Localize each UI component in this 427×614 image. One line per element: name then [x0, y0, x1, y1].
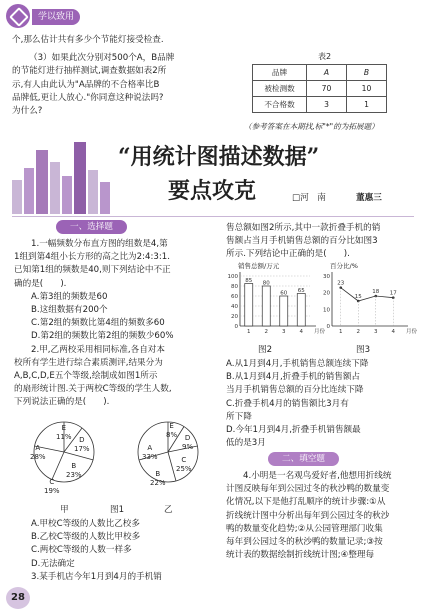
- question-line: 2.甲,乙两校采用相同标准,各自对本: [31, 344, 165, 355]
- pie-a-label-D: D 17%: [74, 436, 90, 453]
- question-line: 化情况,以下是他打乱顺序的统计步骤:①从: [226, 497, 386, 508]
- banner-subtitle: 要点攻克: [168, 178, 257, 204]
- pie-a-label-B: B 23%: [66, 462, 82, 479]
- table-cell: 被检测数: [253, 81, 307, 97]
- fig2-ylabel: 销售总额/万元: [238, 262, 280, 270]
- right-column: [226, 222, 416, 262]
- top-paragraph: [12, 34, 252, 118]
- data-label: 15: [354, 294, 362, 300]
- pie-value: 25%: [176, 465, 192, 473]
- question-line: 计图反映每年到公园过冬的秋沙鸭的数量变: [226, 484, 390, 495]
- y-tick-label: 20: [231, 314, 238, 320]
- pie-a-label-E: E 11%: [56, 424, 72, 441]
- option-line: 当月手机销售总额的百分比连续下降: [226, 385, 364, 396]
- table-cell: B: [347, 65, 387, 81]
- section-title: 一、选择题: [56, 220, 127, 234]
- left-column: [14, 238, 220, 410]
- option-line: A.从1月到4月,手机销售总额连续下降: [226, 359, 369, 369]
- x-axis-label: 月份: [314, 329, 326, 335]
- bar: [297, 294, 305, 327]
- data-label: 60: [280, 290, 288, 297]
- question-line: 4.小明是一名观鸟爱好者,他想用折线统: [243, 471, 392, 481]
- table-cell: A: [307, 65, 347, 81]
- table-row: [253, 65, 387, 81]
- question-line: 已知第1组的频数是40,则下列结论中不正: [14, 265, 171, 276]
- question-line: 3.某手机店今年1月到4月的手机销: [31, 571, 162, 582]
- question-line: 售总额如图2所示,其中一款折叠手机的销: [226, 223, 381, 233]
- option-line: B.从1月到4月,折叠手机的销售额占: [226, 372, 361, 383]
- x-axis-label: 月份: [406, 329, 418, 335]
- question-line: 校所有学生进行综合素质测评,结果分为: [14, 357, 163, 368]
- pie-b-label-C: C 25%: [176, 456, 192, 473]
- pie-b-label-B: B 22%: [150, 470, 166, 487]
- option-line: C.第2组的频数比第4组的频数多60: [31, 318, 165, 329]
- table-cell: 品牌: [253, 65, 307, 81]
- question-line: 1组到第4组小长方形的高之比为2:4:3:1.: [14, 252, 170, 263]
- data-label: 23: [337, 280, 345, 287]
- question-line: A,B,C,D,E五个等级,绘制成如图1所示: [14, 371, 158, 382]
- data-label: 17: [389, 290, 397, 297]
- fig1-label-b: 乙: [164, 505, 173, 515]
- option-line: D.第2组的频数比第2组的频数少60%: [31, 331, 174, 342]
- fig3-ylabel: 百分比/%: [330, 262, 358, 270]
- y-tick-label: 20: [323, 290, 330, 297]
- y-tick-label: 60: [231, 294, 238, 300]
- bar-decoration-icon: [12, 142, 117, 214]
- question-line: 1.一幅频数分布直方图的组数是4,第: [31, 239, 168, 249]
- author-place: □河 南: [292, 193, 326, 203]
- text-line: 个,那么估计共有多少个节能灯接受检查.: [12, 35, 164, 45]
- pie-a-label-C: C 19%: [44, 478, 60, 495]
- pie-value: 19%: [44, 487, 60, 495]
- pie-value: 8%: [166, 431, 178, 439]
- data-label: 65: [297, 288, 305, 294]
- pie-value: 33%: [142, 453, 158, 461]
- figure-3-line-chart: [318, 264, 418, 340]
- option-line: A.第3组的频数是60: [31, 291, 108, 302]
- pie-value: 11%: [56, 433, 72, 441]
- question-line: 鸭的数量变化趋势;②从公园管理部门收集: [226, 523, 383, 534]
- banner-bars-decoration: [12, 142, 117, 214]
- bar: [245, 284, 253, 327]
- x-tick-label: 4: [391, 329, 395, 335]
- text-line: 的节能灯进行抽样测试,调查数据如表2所: [12, 66, 167, 77]
- y-tick-label: 40: [231, 304, 238, 310]
- text-line: 品牌低,更让人放心."你同意这种说法吗?: [12, 92, 164, 103]
- banner-title: “用统计图描述数据”: [118, 144, 320, 170]
- question-line: 下列说法正确的是( ).: [14, 397, 110, 408]
- data-label: 80: [262, 280, 270, 287]
- bar: [280, 296, 288, 326]
- question-line: 统计表的数据绘制折线统计图;④整理每: [226, 550, 375, 561]
- fig2-caption: 图2: [258, 345, 273, 355]
- option-line: C.两校C等级的人数一样多: [31, 545, 132, 556]
- right-column-q4: [226, 470, 416, 562]
- pie-value: 17%: [74, 445, 90, 453]
- option-line: B.乙校C等级的人数比甲校多: [31, 532, 141, 543]
- question-line: 确的是( ).: [14, 278, 67, 289]
- option-line: D.今年1月到4月,折叠手机销售额最: [226, 425, 361, 436]
- header-logo-icon: [6, 4, 30, 28]
- data-label: 85: [245, 278, 253, 284]
- y-tick-label: 80: [231, 284, 238, 290]
- table-cell: 10: [347, 81, 387, 97]
- x-tick-label: 4: [299, 329, 303, 335]
- y-tick-label: 0: [234, 324, 238, 330]
- data-label: 18: [372, 289, 380, 295]
- question-line: 售额占当月手机销售总额的百分比如图3: [226, 236, 378, 247]
- table-cell: 1: [347, 97, 387, 113]
- section-title: 二、填空题: [268, 452, 339, 466]
- header-tag: 学以致用: [32, 9, 80, 25]
- answer-note: （参考答案在本期找,标"*"的为拓展题）: [244, 122, 379, 131]
- table-cell: 70: [307, 81, 347, 97]
- question-line: 每年到公园过冬的秋沙鸭的数量记录;③按: [226, 537, 383, 548]
- pie-a-label-A: A 28%: [30, 444, 46, 461]
- text-line: 示,有人由此认为"A品牌的不合格率比B: [12, 79, 160, 90]
- pie-value: 28%: [30, 453, 46, 461]
- table-row: [253, 81, 387, 97]
- x-tick-label: 2: [356, 329, 360, 335]
- question-line: 折线统计图中分析出每年到公园过冬的秋沙: [226, 510, 390, 521]
- option-line: B.这组数据有200个: [31, 305, 108, 316]
- option-line: 低的是3月: [226, 438, 266, 449]
- text-line: 为什么?: [12, 106, 43, 117]
- table-2: [252, 64, 387, 113]
- table-cell: 3: [307, 97, 347, 113]
- question-line: 所示.下列结论中正确的是( ).: [226, 249, 350, 260]
- x-tick-label: 1: [247, 329, 251, 335]
- x-tick-label: 2: [264, 329, 268, 335]
- pie-value: 23%: [66, 471, 82, 479]
- bar: [262, 286, 270, 326]
- y-tick-label: 100: [227, 274, 238, 280]
- table-row: [253, 97, 387, 113]
- pie-value: 22%: [150, 479, 166, 487]
- y-tick-label: 0: [326, 324, 330, 330]
- x-tick-label: 3: [282, 329, 286, 335]
- table-cell: 不合格数: [253, 97, 307, 113]
- figure-2-bar-chart: [226, 264, 326, 340]
- right-column-options: [226, 358, 416, 450]
- option-line: 所下降: [226, 411, 252, 422]
- banner-divider: [12, 216, 414, 217]
- pie-b-label-E: E 8%: [166, 422, 178, 439]
- fig3-caption: 图3: [356, 345, 371, 355]
- x-tick-label: 3: [374, 329, 378, 335]
- option-line: C.折叠手机4月的销售额比3月有: [226, 398, 349, 409]
- left-column-options: [14, 518, 220, 584]
- option-line: A.甲校C等级的人数比乙校多: [31, 519, 140, 529]
- option-line: D.无法确定: [31, 558, 75, 569]
- pie-value: 9%: [182, 443, 194, 451]
- y-tick-label: 30: [323, 274, 330, 280]
- pie-b-label-A: A 33%: [142, 444, 158, 461]
- author-name: 董惠三: [356, 193, 382, 203]
- fig1-caption: 图1: [110, 505, 125, 515]
- y-tick-label: 10: [323, 307, 330, 314]
- question-line: 的扇形统计图.关于两校C等级的学生人数,: [14, 384, 172, 395]
- text-line: （3）如果此次分别对500个A，B品牌: [29, 53, 175, 64]
- fig1-label-a: 甲: [60, 505, 69, 515]
- table-caption: 表2: [318, 52, 332, 61]
- series-line: [341, 288, 394, 301]
- x-tick-label: 1: [339, 329, 343, 335]
- pie-b-label-D: D 9%: [182, 434, 194, 451]
- page-number: 28: [6, 587, 30, 609]
